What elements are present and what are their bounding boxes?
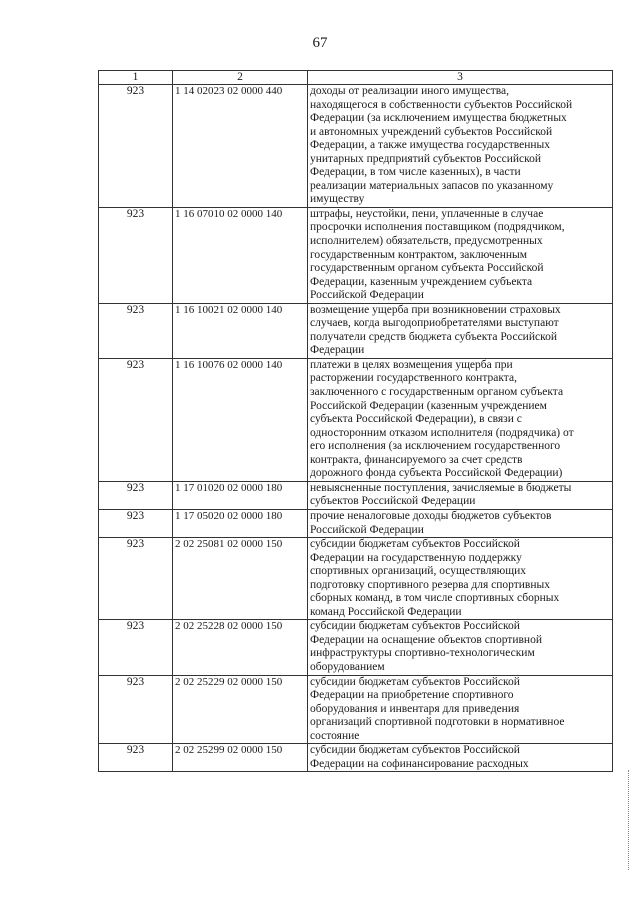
income-description-line: возмещение ущерба при возникновении страховых	[310, 303, 561, 316]
income-description-line: субсидии бюджетам субъектов Российской	[310, 744, 520, 757]
income-description-line: случаев, когда выгодоприобретателями выступают	[310, 317, 559, 330]
budget-classification-code: 2 02 25228 02 0000 150	[173, 620, 308, 675]
income-description-line: Федерации на государственную поддержку	[310, 551, 522, 564]
income-description-line: платежи в целях возмещения ущерба при	[310, 358, 513, 371]
administrator-code-cell	[99, 744, 173, 772]
budget-classification-code: 2 02 25081 02 0000 150	[173, 538, 308, 620]
income-description-cell	[308, 509, 613, 537]
income-description-cell	[308, 303, 613, 358]
table-row	[99, 85, 613, 208]
budget-classification-code: 1 14 02023 02 0000 440	[173, 85, 308, 208]
income-description-cell	[308, 358, 613, 481]
income-description-line: невыясненные поступления, зачисляемые в бюджеты	[310, 481, 572, 494]
income-description-line: Федерации на оснащение объектов спортивной	[310, 633, 542, 646]
income-description-line: просрочки исполнения поставщиком (подрядчиком,	[310, 221, 565, 234]
income-description-line: государственным органом субъекта Российской	[310, 262, 544, 275]
income-description-line: субсидии бюджетам субъектов Российской	[310, 620, 520, 633]
administrator-code: 923	[126, 538, 145, 551]
income-description-cell	[308, 207, 613, 303]
income-description-line: доходы от реализации иного имущества,	[310, 85, 510, 97]
income-description-line: и автономных учреждений субъектов Российской	[310, 125, 553, 138]
administrator-code: 923	[126, 207, 145, 220]
income-description-line: спортивных организаций, осуществляющих	[310, 565, 526, 578]
administrator-code-cell	[99, 620, 173, 675]
income-description-line: подготовку спортивного резерва для спортивных	[310, 578, 550, 591]
income-description-line: Федерации, в том числе казенных), в части	[310, 166, 521, 179]
table-row	[99, 207, 613, 303]
budget-classification-code: 2 02 25299 02 0000 150	[173, 744, 308, 772]
income-description-line: государственным контрактом, заключенным	[310, 248, 528, 261]
income-description-line: штрафы, неустойки, пени, уплаченные в случае	[310, 207, 544, 220]
administrator-code-cell	[99, 303, 173, 358]
budget-classification-code: 1 17 05020 02 0000 180	[173, 509, 308, 537]
administrator-code: 923	[126, 509, 145, 522]
income-description-cell	[308, 538, 613, 620]
budget-classification-code: 1 16 07010 02 0000 140	[173, 207, 308, 303]
administrator-code-cell	[99, 481, 173, 509]
table-row	[99, 620, 613, 675]
income-description-line: Федерации, казенным учреждением субъекта	[310, 275, 533, 288]
income-description-line: субъекта Российской Федерации), в связи с	[310, 413, 522, 426]
income-description-line: команд Российской Федерации	[310, 605, 462, 618]
income-description-line: Федерации, а также имущества государственных	[310, 139, 551, 152]
budget-classification-code: 1 16 10021 02 0000 140	[173, 303, 308, 358]
income-description-line: Федерации (за исключением имущества бюджетных	[310, 112, 567, 125]
budget-classification-code: 2 02 25229 02 0000 150	[173, 675, 308, 744]
administrator-code: 923	[126, 744, 145, 757]
income-description-cell	[308, 85, 613, 208]
income-description-line: Федерации на софинансирование расходных	[310, 757, 529, 770]
income-description-line: расторжении государственного контракта,	[310, 372, 517, 385]
budget-classification-code: 1 17 01020 02 0000 180	[173, 481, 308, 509]
table-row	[99, 509, 613, 537]
income-description-cell	[308, 620, 613, 675]
income-description-line: имуществу	[310, 193, 365, 206]
administrator-code-cell	[99, 538, 173, 620]
income-description-line: оборудования и инвентаря для приведения	[310, 702, 520, 715]
administrator-code: 923	[126, 303, 145, 316]
administrator-code: 923	[126, 481, 145, 494]
table-row	[99, 303, 613, 358]
income-description-line: дорожного фонда субъекта Российской Федерации)	[310, 467, 563, 480]
administrator-code: 923	[126, 620, 145, 633]
income-description-line: Федерации	[310, 344, 365, 357]
column-header-1: 1	[99, 71, 173, 85]
income-description-line: находящегося в собственности субъектов Российской	[310, 98, 573, 111]
income-description-line: организаций спортивной подготовки в нормативное	[310, 716, 565, 729]
administrator-code: 923	[126, 358, 145, 371]
income-description-line: контракта, финансируемого за счет средств	[310, 453, 523, 466]
table-header-row	[99, 71, 613, 85]
income-description-line: инфраструктуры спортивно-технологическим	[310, 647, 535, 660]
table-body	[99, 85, 613, 772]
table-row	[99, 744, 613, 772]
administrator-code-cell	[99, 358, 173, 481]
administrator-code-cell	[99, 509, 173, 537]
income-description-line: односторонним отказом исполнителя (подрядчика) от	[310, 426, 574, 439]
income-classification-table	[98, 70, 613, 772]
table-row	[99, 675, 613, 744]
income-description-line: Федерации на приобретение спортивного	[310, 689, 514, 702]
income-description-line: его исполнения (за исключением государственного	[310, 440, 561, 453]
table-row	[99, 481, 613, 509]
income-description-line: Российской Федерации (казенным учреждением	[310, 399, 547, 412]
column-header-3: 3	[308, 71, 613, 85]
table-row	[99, 538, 613, 620]
budget-classification-code: 1 16 10076 02 0000 140	[173, 358, 308, 481]
income-description-line: получатели средств бюджета субъекта Российской	[310, 330, 557, 343]
table-row	[99, 358, 613, 481]
administrator-code-cell	[99, 675, 173, 744]
column-header-2: 2	[173, 71, 308, 85]
administrator-code: 923	[126, 85, 145, 97]
income-description-line: Российской Федерации	[310, 523, 424, 536]
income-description-line: прочие неналоговые доходы бюджетов субъектов	[310, 509, 552, 522]
income-description-line: унитарных предприятий субъектов Российской	[310, 152, 542, 165]
income-description-line: субсидии бюджетам субъектов Российской	[310, 675, 520, 688]
administrator-code-cell	[99, 85, 173, 208]
income-description-line: заключенного с государственным органом субъекта	[310, 386, 564, 399]
income-description-line: сборных команд, в том числе спортивных сборных	[310, 592, 560, 605]
income-description-line: Российской Федерации	[310, 289, 424, 302]
administrator-code: 923	[126, 675, 145, 688]
income-description-line: субъектов Российской Федерации	[310, 495, 476, 508]
income-description-cell	[308, 675, 613, 744]
income-description-cell	[308, 481, 613, 509]
income-description-line: субсидии бюджетам субъектов Российской	[310, 538, 520, 551]
income-description-line: состояние	[310, 729, 360, 742]
income-description-line: исполнителем) обязательств, предусмотренных	[310, 235, 543, 248]
administrator-code-cell	[99, 207, 173, 303]
income-description-line: реализации материальных запасов по указанному	[310, 179, 554, 192]
income-description-line: оборудованием	[310, 660, 385, 673]
page-number: 67	[312, 35, 328, 51]
margin-scan-marks	[628, 770, 633, 870]
income-description-cell	[308, 744, 613, 772]
